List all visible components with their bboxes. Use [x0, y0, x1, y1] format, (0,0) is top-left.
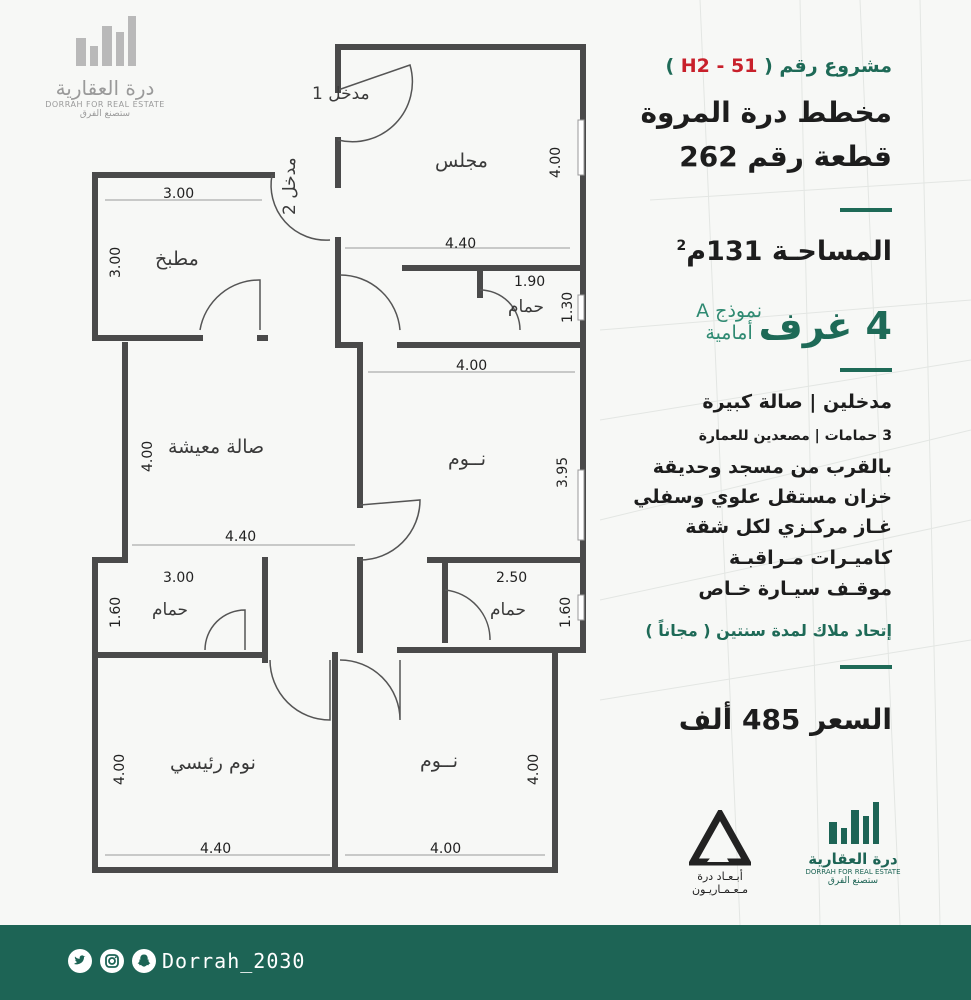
- dim-majlis-w: 4.40: [445, 236, 477, 252]
- label-entrance1: مدخل 1: [312, 84, 370, 104]
- divider: [840, 368, 892, 372]
- area: [677, 236, 893, 267]
- abaad-logo: [680, 810, 760, 896]
- dim-bath-small-h: 1.30: [560, 291, 576, 323]
- model-info: [696, 300, 762, 344]
- price: السعر 485 ألف: [678, 703, 892, 736]
- abaad-sub: مـعـمـاريـون: [692, 883, 748, 896]
- project-number: مشروع رقم ( H2 - 51 ): [665, 55, 892, 77]
- dim-living-h: 4.00: [140, 440, 156, 472]
- dim-master-h: 4.00: [112, 753, 128, 785]
- model-facing: أمامية: [705, 322, 753, 344]
- model-type: نموذج A: [696, 300, 762, 322]
- owners-union: إتحاد ملاك لمدة سنتين ( مجاناً ): [645, 621, 892, 640]
- plot-number: قطعة رقم 262: [679, 140, 892, 173]
- label-master: نوم رئيسي: [170, 752, 256, 774]
- dim-bedroom2-h: 4.00: [526, 753, 542, 785]
- logo-tagline: ستصنع الفرق: [79, 109, 131, 119]
- dim-bath-small-w: 1.90: [514, 274, 546, 290]
- logo-english-name: DORRAH FOR REAL ESTATE: [45, 100, 165, 109]
- label-bedroom1: نــوم: [448, 448, 486, 470]
- dim-master-w: 4.40: [200, 841, 232, 857]
- info-panel: [620, 0, 892, 925]
- feature-item: مدخلين | صالة كبيرة: [702, 391, 892, 413]
- dim-bedroom1-w: 4.00: [456, 358, 488, 374]
- instagram-icon[interactable]: [100, 949, 124, 973]
- logo-arabic-name: درة العقارية: [55, 76, 155, 100]
- rooms-count: 4 غرف: [758, 304, 892, 348]
- label-bedroom2: نــوم: [420, 750, 458, 772]
- label-bath-right: حمام: [490, 600, 527, 620]
- plan-title: مخطط درة المروة: [640, 96, 892, 129]
- abaad-name: أبـعـاد درة: [697, 870, 743, 883]
- dim-bath-left-w: 3.00: [163, 570, 195, 586]
- dorrah-tag: ستصنع الفرق: [827, 876, 879, 886]
- feature-item: موقـف سيـارة خـاص: [698, 578, 892, 600]
- divider: [840, 665, 892, 669]
- social-handle[interactable]: Dorrah_2030: [162, 949, 306, 973]
- feature-item: بالقرب من مسجد وحديقة: [652, 456, 892, 478]
- dorrah-en: DORRAH FOR REAL ESTATE: [805, 868, 901, 876]
- feature-item: خزان مستقل علوي وسفلي: [633, 486, 892, 508]
- triangle-logo-icon: [689, 810, 751, 866]
- area-label: المساحـة 131م: [686, 236, 892, 267]
- feature-item: 3 حمامات | مصعدين للعمارة: [698, 428, 892, 444]
- label-bath-left: حمام: [152, 600, 189, 620]
- dim-majlis-h: 4.00: [548, 146, 564, 178]
- snapchat-icon[interactable]: [132, 949, 156, 973]
- label-kitchen: مطبخ: [155, 248, 199, 270]
- dim-bath-left-h: 1.60: [108, 596, 124, 628]
- dim-bath-right-w: 2.50: [496, 570, 528, 586]
- dim-bedroom2-w: 4.00: [430, 841, 462, 857]
- dim-kitchen-w: 3.00: [163, 186, 195, 202]
- label-living: صالة معيشة: [168, 436, 265, 458]
- dorrah-ar: درة العقارية: [808, 850, 898, 868]
- dim-bath-right-h: 1.60: [558, 596, 574, 628]
- footer-bar: [0, 925, 971, 1000]
- dim-bedroom1-h: 3.95: [555, 456, 571, 488]
- area-unit-sup: 2: [676, 238, 687, 254]
- label-bath-small: حمام: [508, 297, 545, 317]
- feature-item: غـاز مركـزي لكل شقة: [685, 516, 892, 538]
- dim-living-w: 4.40: [225, 529, 257, 545]
- label-majlis: مجلس: [435, 150, 488, 172]
- project-prefix: مشروع رقم: [779, 55, 892, 77]
- dorrah-logo-mark-icon: [825, 800, 881, 846]
- dorrah-logo-bottom: [798, 800, 908, 886]
- dim-kitchen-h: 3.00: [108, 246, 124, 278]
- project-code: H2 - 51: [680, 55, 758, 77]
- twitter-icon[interactable]: [68, 949, 92, 973]
- feature-item: كاميـرات مـراقبـة: [728, 547, 892, 569]
- divider: [840, 208, 892, 212]
- label-entrance2: مدخل 2: [280, 157, 300, 215]
